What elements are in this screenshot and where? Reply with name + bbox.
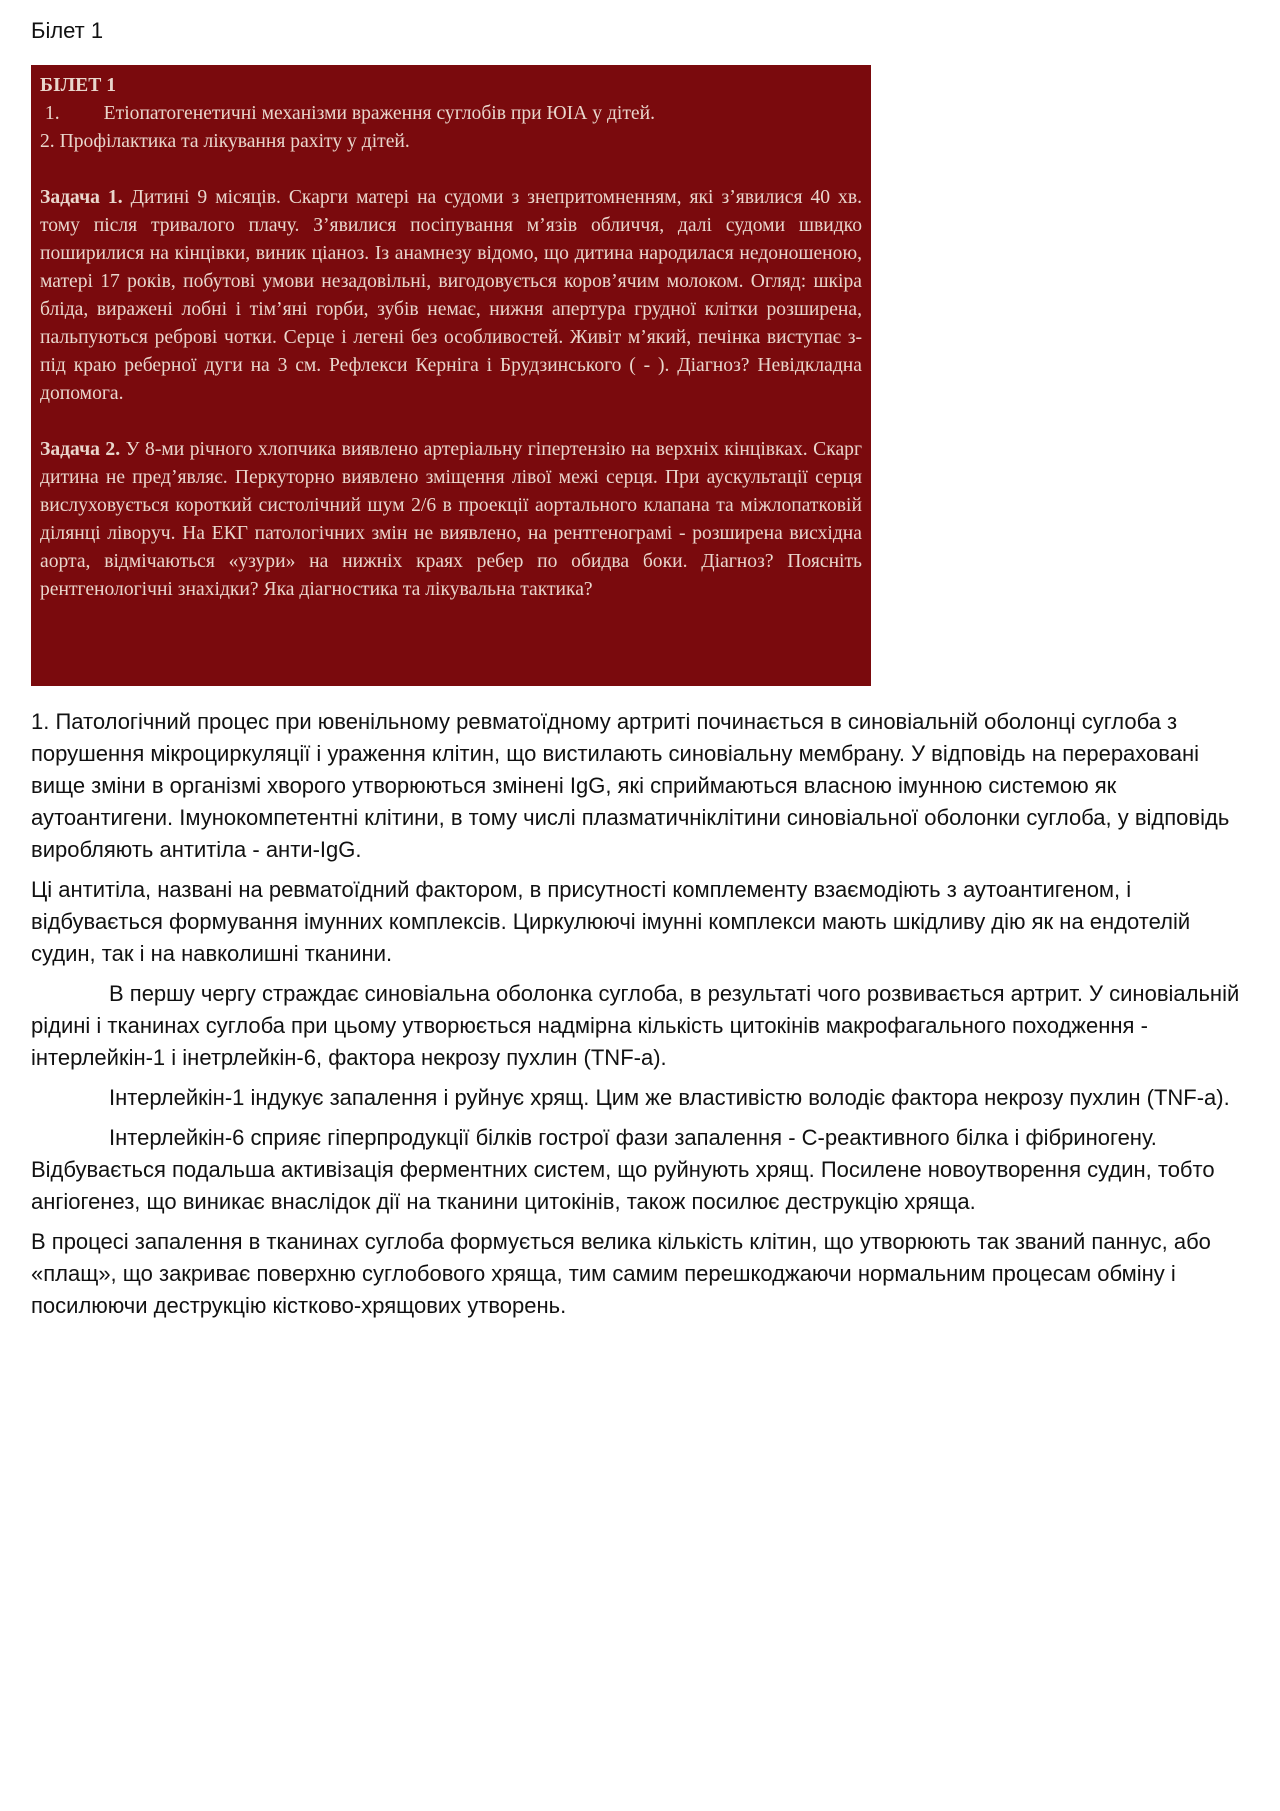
answer-paragraph-3: В першу чергу страждає синовіальна оболонка суглоба, в результаті чого розвивається артрит. У синовіальній рідині і тканинах суглоба при цьому утворюється надмірна кількість цитокінів макрофагального походження - інтерлейкін-1 і інетрлейкін-6, фактора некрозу пухлин (TNF-a). [31, 981, 1240, 1070]
task-1-text: Дитині 9 місяців. Скарги матері на судоми з знепритомненням, які з’явилися 40 хв. тому після тривалого плачу. З’явилися посіпування м’язів обличчя, далі судоми швидко поширилися на кінцівки, виник ціаноз. Із анамнезу відомо, що дитина народилася недоношеною, матері 17 років, побутові умови незадовільні, вигодовується коров’ячим молоком. Огляд: шкіра бліда, виражені лобні і тім’яні горби, зубів немає, нижня апертура грудної клітки розширена, пальпуються реброві чотки. Серце і легені без особливостей. Живіт м’який, печінка виступає з-під краю реберної дуги на 3 см. Рефлекси Керніга і Брудзинського ( - ). Діагноз? Невідкладна допомога. [40, 187, 862, 404]
document-title: Білет 1 [31, 18, 104, 43]
ticket-task-2 [40, 436, 862, 604]
answer-paragraph-1: 1. Патологічний процес при ювенільному ревматоїдному артриті починається в синовіальній оболонці суглоба з порушення мікроциркуляції і ураження клітин, що вистилають синовіальну мембрану. У відповідь на перераховані вище зміни в організмі хворого утворюються змінені IgG, які сприймаються власною імунною системою як аутоантигени. Імунокомпетентні клітини, в тому числі плазматичніклітини синовіальної оболонки суглоба, у відповідь виробляють антитіла - анти-IgG. [31, 709, 1230, 862]
ticket-image [31, 65, 871, 686]
ticket-spacer [40, 156, 862, 184]
ticket-spacer [40, 408, 862, 436]
ticket-heading: БІЛЕТ 1 [40, 75, 117, 96]
task-1-label: Задача 1. [40, 187, 123, 208]
ticket-question-2: 2. Профілактика та лікування рахіту у дітей. [40, 131, 410, 152]
task-2-label: Задача 2. [40, 439, 121, 460]
answer-section [31, 706, 1253, 1330]
ticket-question-1: 1. Етіопатогенетичні механізми враження суглобів при ЮІА у дітей. [40, 103, 656, 124]
task-2-text: У 8-ми річного хлопчика виявлено артеріальну гіпертензію на верхніх кінцівках. Скарг дитина не пред’являє. Перкуторно виявлено зміщення лівої межі серця. При аускультації серця вислуховується короткий систолічний шум 2/6 в проекції аортального клапана та міжлопатковій ділянці ліворуч. На ЕКГ патологічних змін не виявлено, на рентгенограмі - розширена висхідна аорта, відмічаються «узури» на нижніх краях ребер по обидва боки. Діагноз? Поясніть рентгенологічні знахідки? Яка діагностика та лікувальна тактика? [40, 439, 862, 600]
ticket-task-1 [40, 184, 862, 408]
answer-paragraph-4: Інтерлейкін-1 індукує запалення і руйнує хрящ. Цим же властивістю володіє фактора некрозу пухлин (TNF-a). [109, 1085, 1230, 1110]
answer-paragraph-2: Ці антитіла, названі на ревматоїдний фактором, в присутності комплементу взаємодіють з аутоантигеном, і відбувається формування імунних комплексів. Циркулюючі імунні комплекси мають шкідливу дію як на ендотелій судин, так і на навколишні тканини. [31, 877, 1191, 966]
answer-paragraph-6: В процесі запалення в тканинах суглоба формується велика кількість клітин, що утворюють так званий паннус, або «плащ», що закриває поверхню суглобового хряща, тим самим перешкоджаючи нормальним процесам обміну і посилюючи деструкцію кістково-хрящових утворень. [31, 1229, 1211, 1318]
answer-paragraph-5: Інтерлейкін-6 сприяє гіперпродукції білків гострої фази запалення - С-реактивного білка і фібриногену. Відбувається подальша активізація ферментних систем, що руйнують хрящ. Посилене новоутворення судин, тобто ангіогенез, що виникає внаслідок дії на тканини цитокінів, також посилює деструкцію хряща. [31, 1125, 1215, 1214]
